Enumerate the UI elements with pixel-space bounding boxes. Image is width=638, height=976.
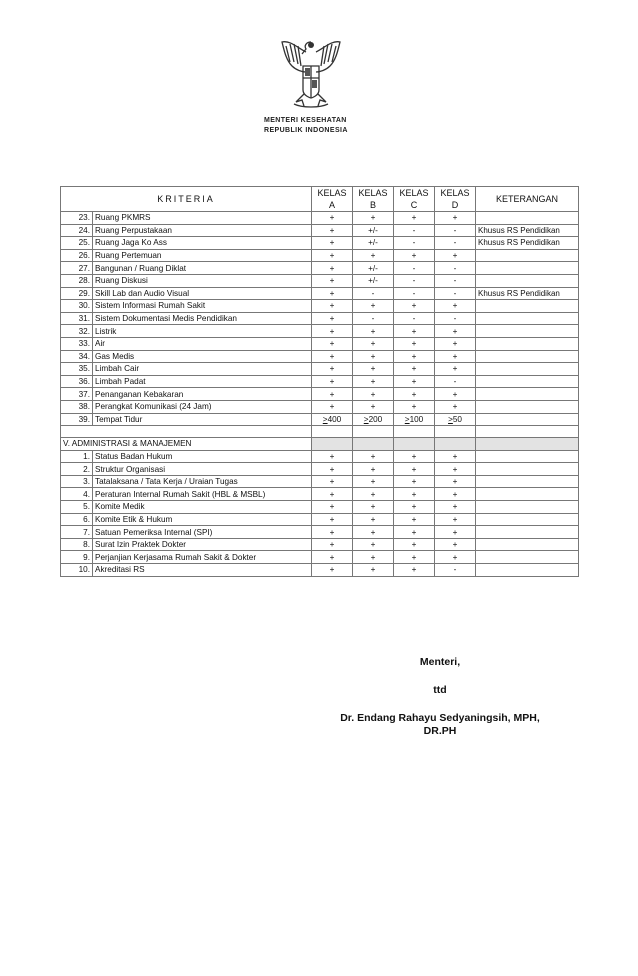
table-row [61,363,579,376]
row-number: 29. [61,287,93,300]
kelas-a-value: + [312,274,353,287]
row-number: 35. [61,363,93,376]
row-number: 37. [61,388,93,401]
kelas-c-value: - [394,262,435,275]
row-number: 5. [61,501,93,514]
kelas-d-value: + [435,249,476,262]
row-number: 9. [61,551,93,564]
row-number: 1. [61,450,93,463]
kelas-b-value: + [353,551,394,564]
kelas-c-value: + [394,350,435,363]
signature-title: Menteri, [419,656,461,668]
row-keterangan [476,375,579,388]
header-kriteria: KRITERIA [61,187,312,212]
row-name: Komite Etik & Hukum [93,513,312,526]
table-row [61,564,579,577]
kelas-d-value: + [435,488,476,501]
kelas-d-value: - [435,274,476,287]
kelas-c-value: + [394,363,435,376]
kelas-a-value: + [312,325,353,338]
table-row [61,488,579,501]
table-row [61,212,579,225]
row-keterangan [476,212,579,225]
kelas-c-value: + [394,249,435,262]
row-name: Perangkat Komunikasi (24 Jam) [93,400,312,413]
row-keterangan [476,249,579,262]
kelas-d-value: + [435,475,476,488]
kelas-c-value: - [394,312,435,325]
row-keterangan: Khusus RS Pendidikan [476,237,579,250]
kelas-c-value: + [394,475,435,488]
row-keterangan [476,413,579,426]
table-row [61,551,579,564]
row-name: Tempat Tidur [93,413,312,426]
row-name: Akreditasi RS [93,564,312,577]
table-body-part2 [61,450,579,576]
kelas-d-value: + [435,363,476,376]
kelas-c-value: + [394,388,435,401]
kelas-d-value: - [435,237,476,250]
kelas-d-value: + [435,538,476,551]
row-name: Limbah Cair [93,363,312,376]
row-name: Komite Medik [93,501,312,514]
row-keterangan: Khusus RS Pendidikan [476,224,579,237]
kelas-a-value: + [312,337,353,350]
kelas-d-value: + [435,212,476,225]
signature-ttd: ttd [433,684,447,696]
row-keterangan [476,312,579,325]
kelas-b-value: + [353,350,394,363]
kelas-d-value: - [435,312,476,325]
table-row [61,538,579,551]
kelas-b-value: + [353,475,394,488]
kelas-b-value: + [353,538,394,551]
row-number: 25. [61,237,93,250]
kelas-c-value: - [394,274,435,287]
row-name: Ruang PKMRS [93,212,312,225]
table-body-row39 [61,413,579,450]
row-keterangan [476,513,579,526]
row-number: 31. [61,312,93,325]
row-number: 3. [61,475,93,488]
row-number: 26. [61,249,93,262]
kelas-b-value: +/- [353,274,394,287]
row-number: 6. [61,513,93,526]
kelas-c-value: + [394,300,435,313]
kelas-b-value: + [353,501,394,514]
kelas-c-value: + [394,488,435,501]
row-number: 8. [61,538,93,551]
row-keterangan [476,488,579,501]
kelas-d-value: + [435,388,476,401]
kelas-a-value: + [312,287,353,300]
table-row [61,312,579,325]
kelas-b-value: + [353,249,394,262]
letterhead-line1: MENTERI KESEHATAN [264,117,347,124]
kelas-c-value: - [394,237,435,250]
kelas-d-value: + [435,400,476,413]
row-number: 38. [61,400,93,413]
row-keterangan [476,501,579,514]
kriteria-table [60,186,579,577]
row-number: 4. [61,488,93,501]
kelas-d-value: - [435,375,476,388]
row-name: Tatalaksana / Tata Kerja / Uraian Tugas [93,475,312,488]
kelas-d-value: + [435,337,476,350]
header-keterangan: KETERANGAN [476,187,579,212]
table-row [61,274,579,287]
kelas-c-value: + [394,513,435,526]
kelas-c-value: + [394,501,435,514]
section-row [61,438,579,451]
table-row [61,526,579,539]
kelas-a-value: + [312,501,353,514]
row-keterangan [476,300,579,313]
row-keterangan [476,463,579,476]
kelas-d-value: + [435,450,476,463]
kelas-d-value: - [435,564,476,577]
kelas-b-value: - [353,312,394,325]
table-row [61,450,579,463]
row-number: 7. [61,526,93,539]
table-row [61,249,579,262]
kelas-a-value: + [312,400,353,413]
table-row [61,287,579,300]
row-number: 23. [61,212,93,225]
kelas-a-value: + [312,513,353,526]
kelas-c-value: + [394,551,435,564]
row-number: 39. [61,413,93,426]
kelas-b-value: +/- [353,224,394,237]
table-row [61,475,579,488]
kelas-b-value: + [353,450,394,463]
kelas-c-value: + [394,375,435,388]
kelas-b-value: + [353,363,394,376]
row-keterangan [476,475,579,488]
kelas-b-value: + [353,564,394,577]
kelas-c-value: + [394,538,435,551]
row-name: Satuan Pemeriksa Internal (SPI) [93,526,312,539]
table-row [61,375,579,388]
row-keterangan [476,450,579,463]
row-number: 36. [61,375,93,388]
signature-degree: DR.PH [423,725,457,737]
table-row [61,300,579,313]
kelas-a-value: + [312,212,353,225]
kelas-c-value: - [394,224,435,237]
garuda-emblem-icon [268,36,354,112]
kelas-d-value: + [435,350,476,363]
signature-name: Dr. Endang Rahayu Sedyaningsih, MPH, [340,712,540,724]
letterhead-line2: REPUBLIK INDONESIA [264,127,348,134]
row-number: 2. [61,463,93,476]
row-name: Skill Lab dan Audio Visual [93,287,312,300]
row-name: Bangunan / Ruang Diklat [93,262,312,275]
table-row [61,463,579,476]
row-keterangan [476,325,579,338]
kelas-b-value: + [353,400,394,413]
row-keterangan [476,400,579,413]
row-keterangan [476,551,579,564]
row-name: Penanganan Kebakaran [93,388,312,401]
row-number: 32. [61,325,93,338]
row-name: Listrik [93,325,312,338]
row-keterangan [476,337,579,350]
kelas-b-value: + [353,375,394,388]
kelas-d-value: + [435,526,476,539]
kelas-a-value: + [312,526,353,539]
kelas-a-value: + [312,488,353,501]
kelas-a-value: + [312,224,353,237]
kelas-d-value: + [435,300,476,313]
blank-row [61,426,579,438]
kelas-b-value: + [353,513,394,526]
row-name: Gas Medis [93,350,312,363]
row-number: 33. [61,337,93,350]
kelas-c-value: + [394,463,435,476]
row-keterangan [476,262,579,275]
kelas-a-value: + [312,350,353,363]
kelas-d-value: + [435,551,476,564]
kelas-b-value: + [353,325,394,338]
kelas-c-value: + [394,564,435,577]
table-row [61,237,579,250]
kelas-c-value: + [394,526,435,539]
row-name: Limbah Padat [93,375,312,388]
row-number: 27. [61,262,93,275]
row-keterangan [476,388,579,401]
row-name: Ruang Jaga Ko Ass [93,237,312,250]
row-number: 10. [61,564,93,577]
kelas-b-value: +/- [353,237,394,250]
row-name: Ruang Pertemuan [93,249,312,262]
row-keterangan [476,538,579,551]
kelas-b-value: +/- [353,262,394,275]
table-row [61,337,579,350]
table-row [61,413,579,426]
table-row [61,224,579,237]
kelas-a-value: + [312,237,353,250]
kelas-b-value: >200 [353,413,394,426]
header-kelas-a: KELAS A [312,187,353,212]
ministry-letterhead [264,116,348,136]
kelas-a-value: + [312,262,353,275]
kelas-c-value: + [394,400,435,413]
kelas-a-value: + [312,312,353,325]
row-number: 28. [61,274,93,287]
kelas-b-value: + [353,488,394,501]
kelas-d-value: - [435,262,476,275]
row-number: 24. [61,224,93,237]
kelas-c-value: + [394,212,435,225]
kelas-c-value: + [394,450,435,463]
kelas-a-value: + [312,388,353,401]
table-row [61,350,579,363]
kelas-a-value: + [312,363,353,376]
table-body-part1 [61,212,579,414]
row-keterangan [476,274,579,287]
table-row [61,513,579,526]
kelas-d-value: - [435,224,476,237]
kelas-c-value: >100 [394,413,435,426]
kelas-c-value: + [394,325,435,338]
kelas-c-value: - [394,287,435,300]
kelas-a-value: + [312,475,353,488]
row-keterangan [476,526,579,539]
row-name: Struktur Organisasi [93,463,312,476]
kelas-a-value: + [312,551,353,564]
table-row [61,262,579,275]
kelas-c-value: + [394,337,435,350]
row-keterangan [476,350,579,363]
kelas-a-value: + [312,249,353,262]
kelas-b-value: + [353,212,394,225]
row-name: Perjanjian Kerjasama Rumah Sakit & Dokter [93,551,312,564]
row-name: Surat Izin Praktek Dokter [93,538,312,551]
kelas-d-value: - [435,287,476,300]
kelas-b-value: + [353,463,394,476]
kelas-b-value: + [353,337,394,350]
kelas-a-value: >400 [312,413,353,426]
kelas-b-value: + [353,526,394,539]
row-name: Ruang Diskusi [93,274,312,287]
kelas-d-value: + [435,463,476,476]
row-name: Air [93,337,312,350]
kelas-d-value: >50 [435,413,476,426]
kelas-d-value: + [435,325,476,338]
kelas-a-value: + [312,375,353,388]
row-keterangan: Khusus RS Pendidikan [476,287,579,300]
kelas-a-value: + [312,564,353,577]
table-header-row [61,187,579,212]
row-keterangan [476,363,579,376]
table-row [61,501,579,514]
kelas-b-value: + [353,388,394,401]
kelas-d-value: + [435,501,476,514]
row-number: 30. [61,300,93,313]
table-row [61,325,579,338]
header-kelas-d: KELAS D [435,187,476,212]
kelas-a-value: + [312,300,353,313]
kelas-a-value: + [312,538,353,551]
row-name: Sistem Dokumentasi Medis Pendidikan [93,312,312,325]
table-row [61,388,579,401]
row-keterangan [476,564,579,577]
kelas-d-value: + [435,513,476,526]
kelas-b-value: - [353,287,394,300]
row-name: Ruang Perpustakaan [93,224,312,237]
row-name: Status Badan Hukum [93,450,312,463]
section-v-title: V. ADMINISTRASI & MANAJEMEN [61,438,312,451]
kelas-a-value: + [312,463,353,476]
kelas-b-value: + [353,300,394,313]
table-row [61,400,579,413]
header-kelas-b: KELAS B [353,187,394,212]
header-kelas-c: KELAS C [394,187,435,212]
row-name: Sistem Informasi Rumah Sakit [93,300,312,313]
row-name: Peraturan Internal Rumah Sakit (HBL & MSBL) [93,488,312,501]
row-number: 34. [61,350,93,363]
kelas-a-value: + [312,450,353,463]
